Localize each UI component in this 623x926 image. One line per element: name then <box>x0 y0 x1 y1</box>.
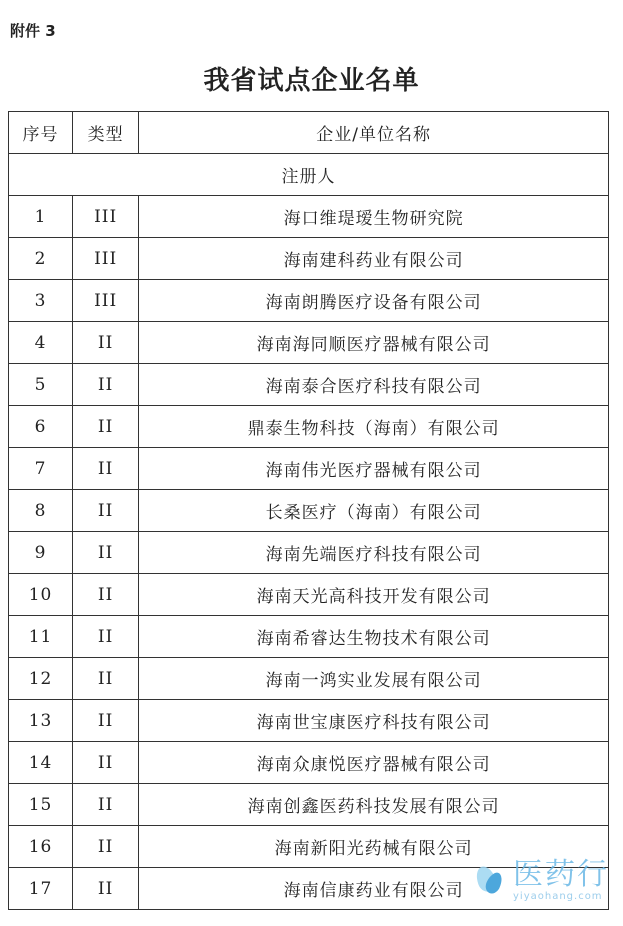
row-index: 13 <box>9 700 73 742</box>
row-index: 17 <box>9 868 73 910</box>
row-type: II <box>73 364 139 406</box>
row-type: II <box>73 658 139 700</box>
table-row <box>9 406 609 448</box>
table-header-row <box>9 112 609 154</box>
row-type: II <box>73 784 139 826</box>
row-index: 8 <box>9 490 73 532</box>
row-type: II <box>73 742 139 784</box>
row-index: 2 <box>9 238 73 280</box>
row-company-name: 海南一鸿实业发展有限公司 <box>139 658 609 700</box>
row-company-name: 海南希睿达生物技术有限公司 <box>139 616 609 658</box>
row-type: II <box>73 532 139 574</box>
row-type: II <box>73 448 139 490</box>
table-row <box>9 700 609 742</box>
row-type: II <box>73 700 139 742</box>
row-index: 9 <box>9 532 73 574</box>
row-type: II <box>73 826 139 868</box>
section-row <box>9 154 609 196</box>
row-company-name: 海南世宝康医疗科技有限公司 <box>139 700 609 742</box>
water-drop-logo-icon <box>473 864 507 898</box>
row-company-name: 海南创鑫医药科技发展有限公司 <box>139 784 609 826</box>
row-company-name: 海南泰合医疗科技有限公司 <box>139 364 609 406</box>
table-row <box>9 574 609 616</box>
table-row <box>9 364 609 406</box>
row-index: 3 <box>9 280 73 322</box>
row-index: 15 <box>9 784 73 826</box>
table-row <box>9 322 609 364</box>
row-index: 14 <box>9 742 73 784</box>
table-row <box>9 658 609 700</box>
row-type: II <box>73 868 139 910</box>
table-row <box>9 742 609 784</box>
row-company-name: 海南先端医疗科技有限公司 <box>139 532 609 574</box>
row-type: II <box>73 322 139 364</box>
row-company-name: 海南朗腾医疗设备有限公司 <box>139 280 609 322</box>
row-company-name: 海南众康悦医疗器械有限公司 <box>139 742 609 784</box>
enterprise-table <box>8 111 609 910</box>
row-type: II <box>73 616 139 658</box>
header-index: 序号 <box>9 112 73 154</box>
row-company-name: 海南海同顺医疗器械有限公司 <box>139 322 609 364</box>
row-index: 10 <box>9 574 73 616</box>
row-index: 5 <box>9 364 73 406</box>
row-company-name: 长桑医疗（海南）有限公司 <box>139 490 609 532</box>
row-index: 1 <box>9 196 73 238</box>
table-row <box>9 532 609 574</box>
row-index: 12 <box>9 658 73 700</box>
header-type: 类型 <box>73 112 139 154</box>
row-type: II <box>73 406 139 448</box>
header-name: 企业/单位名称 <box>139 112 609 154</box>
row-index: 7 <box>9 448 73 490</box>
table-row <box>9 238 609 280</box>
row-index: 11 <box>9 616 73 658</box>
row-type: II <box>73 574 139 616</box>
row-type: II <box>73 490 139 532</box>
row-company-name: 海南天光高科技开发有限公司 <box>139 574 609 616</box>
table-row <box>9 490 609 532</box>
table-row <box>9 784 609 826</box>
table-row <box>9 448 609 490</box>
row-type: III <box>73 280 139 322</box>
row-company-name: 海南建科药业有限公司 <box>139 238 609 280</box>
row-company-name: 鼎泰生物科技（海南）有限公司 <box>139 406 609 448</box>
watermark-cn: 医药行 <box>513 857 609 892</box>
row-company-name: 海南信康药业有限公司 <box>139 868 609 910</box>
row-company-name: 海南伟光医疗器械有限公司 <box>139 448 609 490</box>
row-index: 16 <box>9 826 73 868</box>
document-title: 我省试点企业名单 <box>203 66 420 96</box>
row-type: III <box>73 238 139 280</box>
row-company-name: 海南新阳光药械有限公司 <box>139 826 609 868</box>
table-row <box>9 196 609 238</box>
row-company-name: 海口维瑅瑷生物研究院 <box>139 196 609 238</box>
table-row <box>9 280 609 322</box>
watermark <box>473 857 609 902</box>
row-index: 6 <box>9 406 73 448</box>
row-index: 4 <box>9 322 73 364</box>
attachment-label: 附件 3 <box>10 22 56 40</box>
section-label: 注册人 <box>9 154 609 196</box>
table-row <box>9 616 609 658</box>
watermark-en: yiyaohang.com <box>513 891 603 902</box>
row-type: III <box>73 196 139 238</box>
